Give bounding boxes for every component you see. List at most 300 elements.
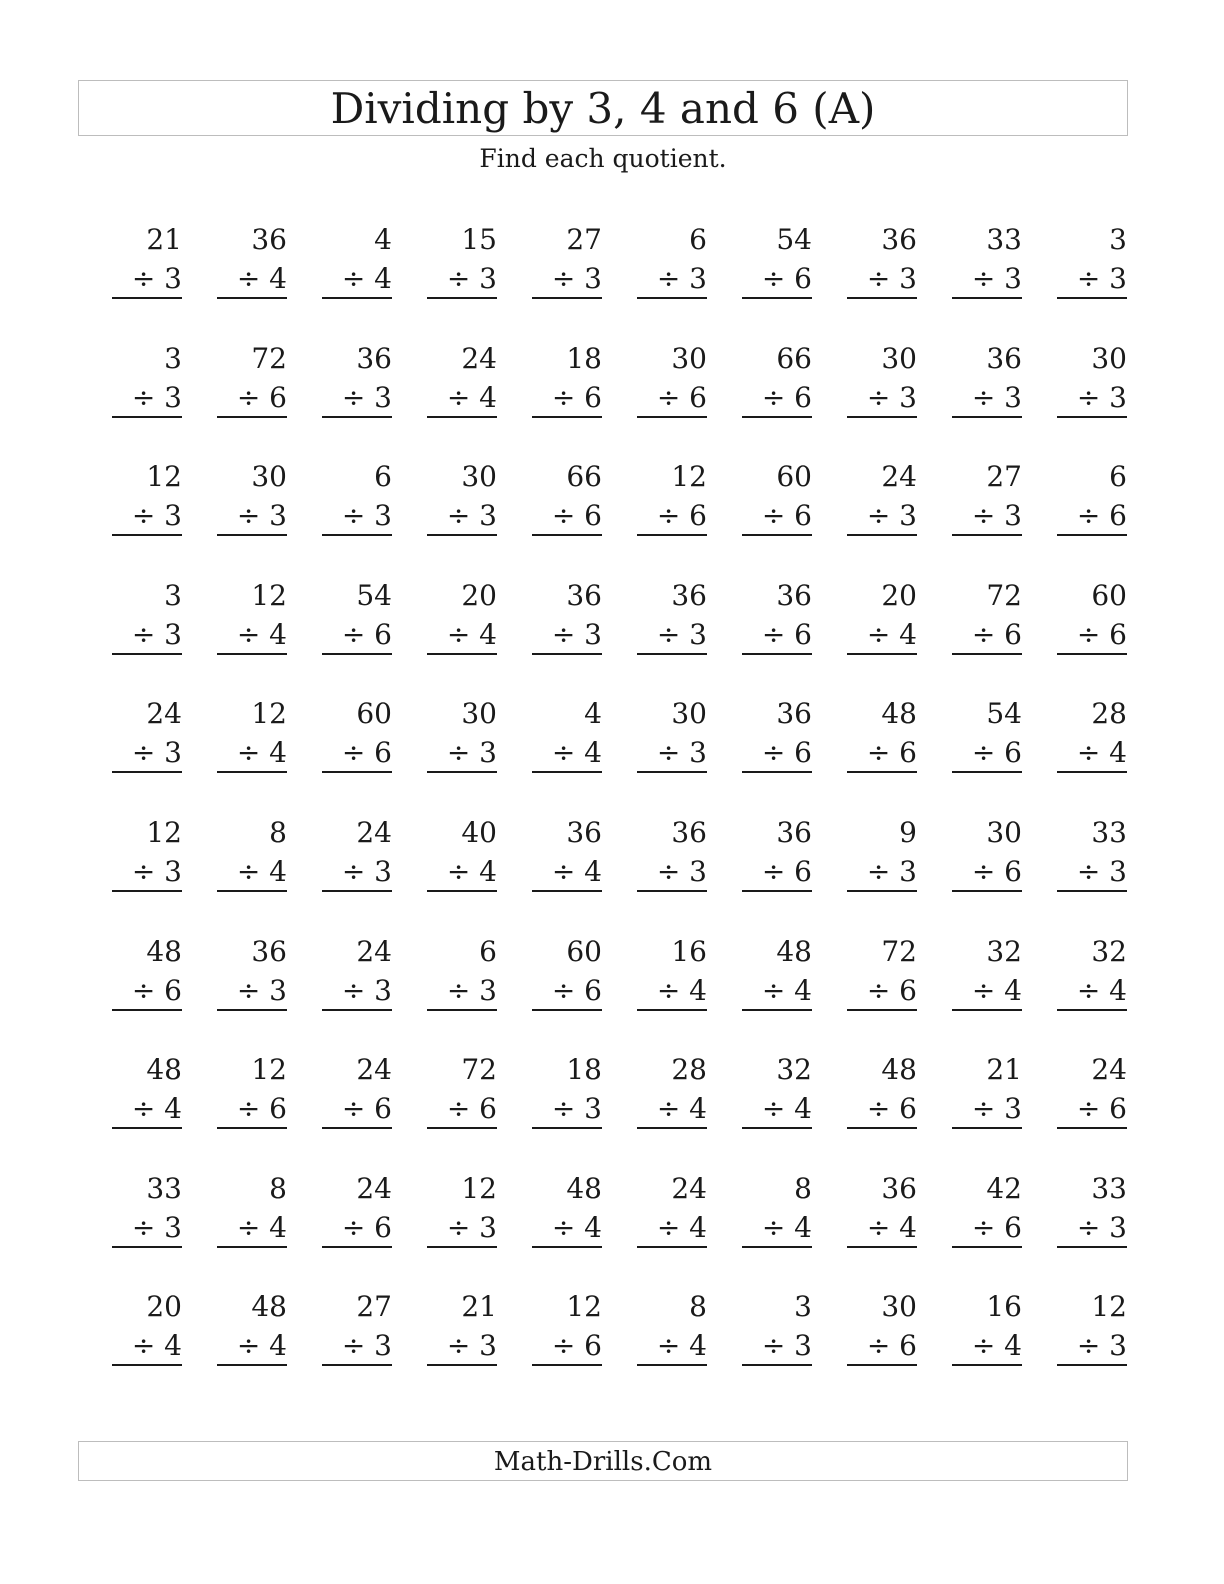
divisor: ÷ 3 — [1057, 380, 1127, 418]
division-problem — [1057, 576, 1127, 695]
divisor: ÷ 3 — [217, 498, 287, 536]
dividend: 18 — [566, 1053, 602, 1087]
divisor: ÷ 3 — [112, 617, 182, 655]
division-problem — [322, 1287, 392, 1406]
division-problem — [742, 1169, 812, 1288]
divisor: ÷ 3 — [112, 1210, 182, 1248]
dividend: 54 — [356, 578, 392, 612]
divisor: ÷ 3 — [322, 973, 392, 1011]
division-problem — [427, 576, 497, 695]
divisor: ÷ 6 — [952, 1210, 1022, 1248]
dividend: 28 — [671, 1053, 707, 1087]
divisor: ÷ 4 — [217, 1328, 287, 1366]
divisor: ÷ 6 — [847, 735, 917, 773]
divisor: ÷ 4 — [532, 735, 602, 773]
dividend: 33 — [146, 1171, 182, 1205]
division-problem — [532, 932, 602, 1051]
divisor: ÷ 4 — [427, 380, 497, 418]
dividend: 8 — [689, 1290, 707, 1324]
dividend: 28 — [1091, 697, 1127, 731]
division-problem — [742, 932, 812, 1051]
divisor: ÷ 4 — [847, 617, 917, 655]
division-problem — [742, 576, 812, 695]
division-problem — [112, 1050, 182, 1169]
divisor: ÷ 6 — [322, 617, 392, 655]
dividend: 8 — [794, 1171, 812, 1205]
dividend: 24 — [356, 934, 392, 968]
dividend: 24 — [461, 341, 497, 375]
divisor: ÷ 4 — [637, 973, 707, 1011]
division-problem — [217, 1287, 287, 1406]
dividend: 33 — [986, 223, 1022, 256]
division-problem — [112, 932, 182, 1051]
divisor: ÷ 3 — [1057, 1328, 1127, 1366]
divisor: ÷ 3 — [637, 735, 707, 773]
division-problem — [952, 220, 1022, 339]
divisor: ÷ 4 — [637, 1210, 707, 1248]
divisor: ÷ 3 — [637, 617, 707, 655]
division-problem — [847, 813, 917, 932]
divisor: ÷ 6 — [322, 735, 392, 773]
dividend: 66 — [776, 341, 812, 375]
division-problem — [742, 813, 812, 932]
divisor: ÷ 3 — [637, 261, 707, 299]
divisor: ÷ 3 — [217, 973, 287, 1011]
dividend: 12 — [146, 460, 182, 494]
dividend: 6 — [689, 223, 707, 256]
dividend: 30 — [986, 815, 1022, 849]
dividend: 24 — [356, 1053, 392, 1087]
division-problem — [532, 1287, 602, 1406]
divisor: ÷ 4 — [637, 1091, 707, 1129]
dividend: 60 — [566, 934, 602, 968]
dividend: 72 — [461, 1053, 497, 1087]
problem-grid — [112, 220, 1162, 1406]
dividend: 36 — [986, 341, 1022, 375]
division-problem — [427, 1287, 497, 1406]
division-problem — [322, 457, 392, 576]
dividend: 48 — [146, 934, 182, 968]
divisor: ÷ 4 — [427, 854, 497, 892]
divisor: ÷ 4 — [742, 1210, 812, 1248]
divisor: ÷ 6 — [112, 973, 182, 1011]
dividend: 48 — [776, 934, 812, 968]
dividend: 21 — [461, 1290, 497, 1324]
dividend: 30 — [671, 341, 707, 375]
dividend: 3 — [164, 341, 182, 375]
divisor: ÷ 4 — [322, 261, 392, 299]
division-problem — [427, 339, 497, 458]
division-problem — [112, 813, 182, 932]
dividend: 32 — [776, 1053, 812, 1087]
division-problem — [847, 339, 917, 458]
division-problem — [427, 932, 497, 1051]
divisor: ÷ 3 — [952, 498, 1022, 536]
division-problem — [742, 694, 812, 813]
division-problem — [217, 932, 287, 1051]
divisor: ÷ 3 — [427, 973, 497, 1011]
division-problem — [952, 1287, 1022, 1406]
divisor: ÷ 4 — [742, 1091, 812, 1129]
divisor: ÷ 4 — [952, 973, 1022, 1011]
division-problem — [1057, 220, 1127, 339]
divisor: ÷ 6 — [952, 735, 1022, 773]
dividend: 30 — [881, 1290, 917, 1324]
dividend: 54 — [776, 223, 812, 256]
dividend: 9 — [899, 815, 917, 849]
division-problem — [952, 457, 1022, 576]
dividend: 6 — [479, 934, 497, 968]
division-problem — [847, 457, 917, 576]
division-problem — [217, 576, 287, 695]
dividend: 48 — [566, 1171, 602, 1205]
dividend: 36 — [881, 1171, 917, 1205]
divisor: ÷ 6 — [532, 498, 602, 536]
division-problem — [1057, 1287, 1127, 1406]
divisor: ÷ 6 — [742, 498, 812, 536]
division-problem — [532, 576, 602, 695]
division-problem — [112, 457, 182, 576]
divisor: ÷ 3 — [847, 261, 917, 299]
divisor: ÷ 6 — [532, 1328, 602, 1366]
division-problem — [217, 813, 287, 932]
dividend: 24 — [356, 1171, 392, 1205]
dividend: 36 — [251, 223, 287, 256]
dividend: 40 — [461, 815, 497, 849]
title-box — [78, 80, 1128, 136]
divisor: ÷ 6 — [637, 380, 707, 418]
dividend: 12 — [251, 1053, 287, 1087]
dividend: 24 — [146, 697, 182, 731]
divisor: ÷ 4 — [217, 617, 287, 655]
dividend: 15 — [461, 223, 497, 256]
dividend: 60 — [356, 697, 392, 731]
dividend: 20 — [881, 578, 917, 612]
division-problem — [742, 457, 812, 576]
divisor: ÷ 3 — [112, 498, 182, 536]
dividend: 36 — [566, 815, 602, 849]
division-problem — [112, 576, 182, 695]
divisor: ÷ 6 — [1057, 617, 1127, 655]
dividend: 54 — [986, 697, 1022, 731]
division-problem — [112, 220, 182, 339]
division-problem — [322, 932, 392, 1051]
division-problem — [1057, 1169, 1127, 1288]
divisor: ÷ 6 — [952, 617, 1022, 655]
instructions: Find each quotient. — [479, 144, 727, 173]
dividend: 72 — [251, 341, 287, 375]
divisor: ÷ 4 — [742, 973, 812, 1011]
divisor: ÷ 3 — [322, 854, 392, 892]
divisor: ÷ 6 — [1057, 1091, 1127, 1129]
dividend: 60 — [1091, 578, 1127, 612]
division-problem — [952, 576, 1022, 695]
division-problem — [112, 1287, 182, 1406]
division-problem — [322, 1050, 392, 1169]
division-problem — [532, 220, 602, 339]
divisor: ÷ 6 — [637, 498, 707, 536]
division-problem — [637, 694, 707, 813]
divisor: ÷ 4 — [847, 1210, 917, 1248]
dividend: 72 — [986, 578, 1022, 612]
dividend: 24 — [671, 1171, 707, 1205]
division-problem — [1057, 813, 1127, 932]
dividend: 48 — [251, 1290, 287, 1324]
division-problem — [427, 220, 497, 339]
division-problem — [322, 339, 392, 458]
divisor: ÷ 6 — [952, 854, 1022, 892]
divisor: ÷ 6 — [217, 380, 287, 418]
dividend: 42 — [986, 1171, 1022, 1205]
dividend: 27 — [986, 460, 1022, 494]
division-problem — [637, 1287, 707, 1406]
division-problem — [952, 932, 1022, 1051]
divisor: ÷ 4 — [637, 1328, 707, 1366]
divisor: ÷ 3 — [532, 617, 602, 655]
dividend: 30 — [461, 697, 497, 731]
divisor: ÷ 3 — [427, 261, 497, 299]
dividend: 48 — [146, 1053, 182, 1087]
dividend: 12 — [251, 578, 287, 612]
divisor: ÷ 3 — [847, 498, 917, 536]
dividend: 20 — [146, 1290, 182, 1324]
division-problem — [1057, 694, 1127, 813]
divisor: ÷ 4 — [217, 1210, 287, 1248]
division-problem — [847, 1169, 917, 1288]
dividend: 30 — [671, 697, 707, 731]
divisor: ÷ 3 — [1057, 854, 1127, 892]
division-problem — [952, 339, 1022, 458]
page-title: Dividing by 3, 4 and 6 (A) — [330, 84, 876, 133]
dividend: 12 — [461, 1171, 497, 1205]
division-problem — [217, 339, 287, 458]
dividend: 36 — [566, 578, 602, 612]
divisor: ÷ 6 — [742, 617, 812, 655]
divisor: ÷ 3 — [1057, 261, 1127, 299]
divisor: ÷ 3 — [742, 1328, 812, 1366]
divisor: ÷ 6 — [742, 261, 812, 299]
division-problem — [637, 457, 707, 576]
dividend: 72 — [881, 934, 917, 968]
dividend: 33 — [1091, 815, 1127, 849]
division-problem — [217, 694, 287, 813]
dividend: 27 — [566, 223, 602, 256]
dividend: 36 — [776, 815, 812, 849]
divisor: ÷ 4 — [532, 1210, 602, 1248]
division-problem — [532, 813, 602, 932]
divisor: ÷ 3 — [322, 380, 392, 418]
division-problem — [322, 220, 392, 339]
division-problem — [322, 813, 392, 932]
divisor: ÷ 3 — [322, 1328, 392, 1366]
division-problem — [637, 339, 707, 458]
dividend: 4 — [584, 697, 602, 731]
division-problem — [1057, 457, 1127, 576]
dividend: 12 — [146, 815, 182, 849]
divisor: ÷ 3 — [427, 1328, 497, 1366]
division-problem — [1057, 339, 1127, 458]
divisor: ÷ 4 — [217, 261, 287, 299]
dividend: 21 — [986, 1053, 1022, 1087]
divisor: ÷ 3 — [952, 1091, 1022, 1129]
division-problem — [112, 339, 182, 458]
dividend: 12 — [566, 1290, 602, 1324]
division-problem — [322, 576, 392, 695]
dividend: 30 — [251, 460, 287, 494]
divisor: ÷ 6 — [742, 735, 812, 773]
dividend: 8 — [269, 1171, 287, 1205]
dividend: 4 — [374, 223, 392, 256]
dividend: 30 — [1091, 341, 1127, 375]
division-problem — [637, 1169, 707, 1288]
dividend: 36 — [356, 341, 392, 375]
division-problem — [952, 813, 1022, 932]
dividend: 16 — [671, 934, 707, 968]
divisor: ÷ 3 — [427, 498, 497, 536]
dividend: 32 — [986, 934, 1022, 968]
dividend: 3 — [794, 1290, 812, 1324]
dividend: 48 — [881, 697, 917, 731]
division-problem — [742, 1287, 812, 1406]
divisor: ÷ 4 — [1057, 735, 1127, 773]
divisor: ÷ 4 — [217, 735, 287, 773]
divisor: ÷ 6 — [742, 380, 812, 418]
division-problem — [637, 932, 707, 1051]
divisor: ÷ 3 — [847, 854, 917, 892]
dividend: 12 — [251, 697, 287, 731]
division-problem — [742, 220, 812, 339]
dividend: 24 — [881, 460, 917, 494]
dividend: 36 — [671, 815, 707, 849]
divisor: ÷ 3 — [112, 735, 182, 773]
division-problem — [112, 1169, 182, 1288]
divisor: ÷ 6 — [532, 380, 602, 418]
dividend: 36 — [776, 578, 812, 612]
divisor: ÷ 3 — [112, 380, 182, 418]
divisor: ÷ 3 — [952, 380, 1022, 418]
dividend: 36 — [251, 934, 287, 968]
dividend: 21 — [146, 223, 182, 256]
dividend: 36 — [671, 578, 707, 612]
dividend: 33 — [1091, 1171, 1127, 1205]
dividend: 60 — [776, 460, 812, 494]
divisor: ÷ 6 — [847, 973, 917, 1011]
dividend: 12 — [1091, 1290, 1127, 1324]
division-problem — [217, 220, 287, 339]
dividend: 32 — [1091, 934, 1127, 968]
divisor: ÷ 4 — [952, 1328, 1022, 1366]
division-problem — [532, 1050, 602, 1169]
division-problem — [532, 694, 602, 813]
divisor: ÷ 3 — [532, 261, 602, 299]
dividend: 12 — [671, 460, 707, 494]
divisor: ÷ 4 — [427, 617, 497, 655]
division-problem — [217, 1050, 287, 1169]
division-problem — [637, 576, 707, 695]
dividend: 30 — [881, 341, 917, 375]
division-problem — [952, 1169, 1022, 1288]
division-problem — [532, 1169, 602, 1288]
divisor: ÷ 6 — [847, 1091, 917, 1129]
division-problem — [427, 694, 497, 813]
divisor: ÷ 4 — [112, 1091, 182, 1129]
division-problem — [637, 220, 707, 339]
divisor: ÷ 6 — [217, 1091, 287, 1129]
dividend: 36 — [881, 223, 917, 256]
division-problem — [1057, 1050, 1127, 1169]
division-problem — [322, 694, 392, 813]
dividend: 3 — [1109, 223, 1127, 256]
divisor: ÷ 6 — [1057, 498, 1127, 536]
dividend: 6 — [374, 460, 392, 494]
divisor: ÷ 3 — [427, 1210, 497, 1248]
division-problem — [847, 932, 917, 1051]
division-problem — [952, 1050, 1022, 1169]
dividend: 18 — [566, 341, 602, 375]
division-problem — [427, 1169, 497, 1288]
footer — [78, 1441, 1128, 1481]
divisor: ÷ 3 — [847, 380, 917, 418]
dividend: 24 — [356, 815, 392, 849]
division-problem — [847, 1050, 917, 1169]
divisor: ÷ 3 — [952, 261, 1022, 299]
division-problem — [742, 339, 812, 458]
divisor: ÷ 6 — [322, 1210, 392, 1248]
footer-text: Math-Drills.Com — [493, 1447, 713, 1477]
dividend: 36 — [776, 697, 812, 731]
divisor: ÷ 4 — [1057, 973, 1127, 1011]
divisor: ÷ 3 — [637, 854, 707, 892]
dividend: 20 — [461, 578, 497, 612]
division-problem — [847, 220, 917, 339]
division-problem — [322, 1169, 392, 1288]
dividend: 30 — [461, 460, 497, 494]
dividend: 16 — [986, 1290, 1022, 1324]
divisor: ÷ 6 — [322, 1091, 392, 1129]
divisor: ÷ 6 — [532, 973, 602, 1011]
divisor: ÷ 3 — [112, 261, 182, 299]
dividend: 8 — [269, 815, 287, 849]
division-problem — [427, 813, 497, 932]
divisor: ÷ 3 — [322, 498, 392, 536]
divisor: ÷ 3 — [112, 854, 182, 892]
divisor: ÷ 6 — [847, 1328, 917, 1366]
division-problem — [847, 1287, 917, 1406]
divisor: ÷ 6 — [742, 854, 812, 892]
divisor: ÷ 4 — [217, 854, 287, 892]
division-problem — [1057, 932, 1127, 1051]
dividend: 66 — [566, 460, 602, 494]
divisor: ÷ 3 — [427, 735, 497, 773]
divisor: ÷ 4 — [112, 1328, 182, 1366]
divisor: ÷ 3 — [1057, 1210, 1127, 1248]
division-problem — [112, 694, 182, 813]
division-problem — [532, 457, 602, 576]
division-problem — [637, 1050, 707, 1169]
division-problem — [427, 457, 497, 576]
division-problem — [847, 576, 917, 695]
division-problem — [217, 457, 287, 576]
division-problem — [742, 1050, 812, 1169]
divisor: ÷ 3 — [532, 1091, 602, 1129]
divisor: ÷ 6 — [427, 1091, 497, 1129]
divisor: ÷ 4 — [532, 854, 602, 892]
division-problem — [532, 339, 602, 458]
dividend: 6 — [1109, 460, 1127, 494]
dividend: 48 — [881, 1053, 917, 1087]
division-problem — [847, 694, 917, 813]
division-problem — [952, 694, 1022, 813]
